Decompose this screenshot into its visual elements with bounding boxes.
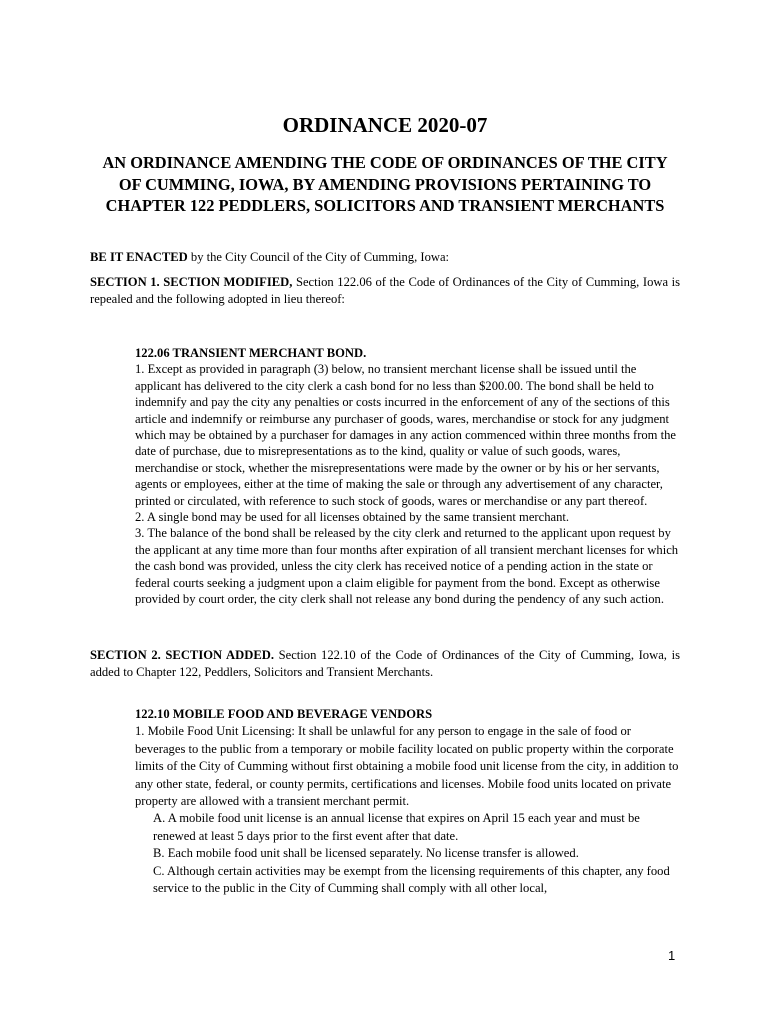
section-2-text: Section 122.10 of the Code of Ordinances of the City of Cumming, Iowa, is added to Chapter 122, Peddlers, Solicitors and Transient Merchants. bbox=[90, 648, 680, 679]
ordinance-title: ORDINANCE 2020-07 bbox=[282, 113, 488, 137]
section-2 bbox=[90, 647, 680, 681]
section-122-06-paragraph-3: 3. The balance of the bond shall be released by the city clerk and returned to the applicant upon request by the applicant at any time more than four months after expiration of all transient merchant licenses for which the cash bond was provided, unless the city clerk has received notice of a pending action in the state or federal courts seeking a judgment upon a claim eligible for payment from the bond. Except as otherwise provided by court order, the city clerk shall not release any bond during the pendency of any such action. bbox=[135, 526, 679, 607]
enacting-clause-bold: BE IT ENACTED bbox=[90, 250, 188, 264]
section-122-06-paragraph-1: 1. Except as provided in paragraph (3) below, no transient merchant license shall be issued until the applicant has delivered to the city clerk a cash bond for no less than $200.00. The bond shall be held to indemnify and pay the city any penalties or costs incurred in the enforcement of any of the sections of this article and indemnify or reimburse any purchaser of goods, wares, merchandise or stock for any judgment which may be obtained by a purchaser for damages in any action commenced within three months from the date of purchase, due to misrepresentations as to the kind, quality or value of such goods, wares, merchandise or stock, whether the misrepresentations were made by the owner or by his or her servants, agents or employees, either at the time of making the sale or through any advertisement of any character, printed or circulated, with reference to such stock of goods, wares or merchandise or any part thereof. bbox=[135, 362, 677, 508]
section-122-10-paragraph-1: 1. Mobile Food Unit Licensing: It shall be unlawful for any person to engage in the sale of food or beverages to the public from a temporary or mobile facility located on public property within the corporate limits of the City of Cumming without first obtaining a mobile food unit license from the city, in addition to any other state, federal, or county permits, certifications and licenses. Mobile food units located on private property are allowed with a transient merchant permit. bbox=[135, 724, 679, 809]
section-1-text: Section 122.06 of the Code of Ordinances of the City of Cumming, Iowa is repealed and the following adopted in lieu thereof: bbox=[90, 275, 681, 306]
section-122-06-paragraph-2: 2. A single bond may be used for all licenses obtained by the same transient merchant. bbox=[135, 510, 570, 525]
section-1-heading: SECTION 1. SECTION MODIFIED, bbox=[90, 275, 293, 289]
ordinance-subtitle: AN ORDINANCE AMENDING THE CODE OF ORDINANCES OF THE CITY OF CUMMING, IOWA, BY AMENDING PROVISIONS PERTAINING TO CHAPTER 122 PEDDLERS, SOLICITORS AND TRANSIENT MERCHANTS bbox=[102, 153, 668, 215]
section-122-10-paragraph-c: C. Although certain activities may be exempt from the licensing requirements of this chapter, any food service to the public in the City of Cumming shall comply with all other local, bbox=[153, 863, 670, 896]
section-1 bbox=[90, 274, 680, 308]
enacting-clause-text: by the City Council of the City of Cumming, Iowa: bbox=[187, 250, 450, 264]
page-number: 1 bbox=[668, 948, 676, 963]
section-2-heading: SECTION 2. SECTION ADDED. bbox=[90, 648, 274, 662]
section-122-10 bbox=[135, 706, 681, 897]
section-122-06 bbox=[135, 345, 681, 608]
section-122-06-heading: 122.06 TRANSIENT MERCHANT BOND. bbox=[135, 346, 367, 360]
enacting-clause bbox=[90, 249, 680, 266]
section-122-10-heading: 122.10 MOBILE FOOD AND BEVERAGE VENDORS bbox=[135, 707, 433, 721]
section-122-10-paragraph-a: A. A mobile food unit license is an annual license that expires on April 15 each year and must be renewed at least 5 days prior to the first event after that date. bbox=[153, 811, 640, 843]
section-122-10-paragraph-b: B. Each mobile food unit shall be licensed separately. No license transfer is allowed. bbox=[153, 846, 579, 861]
